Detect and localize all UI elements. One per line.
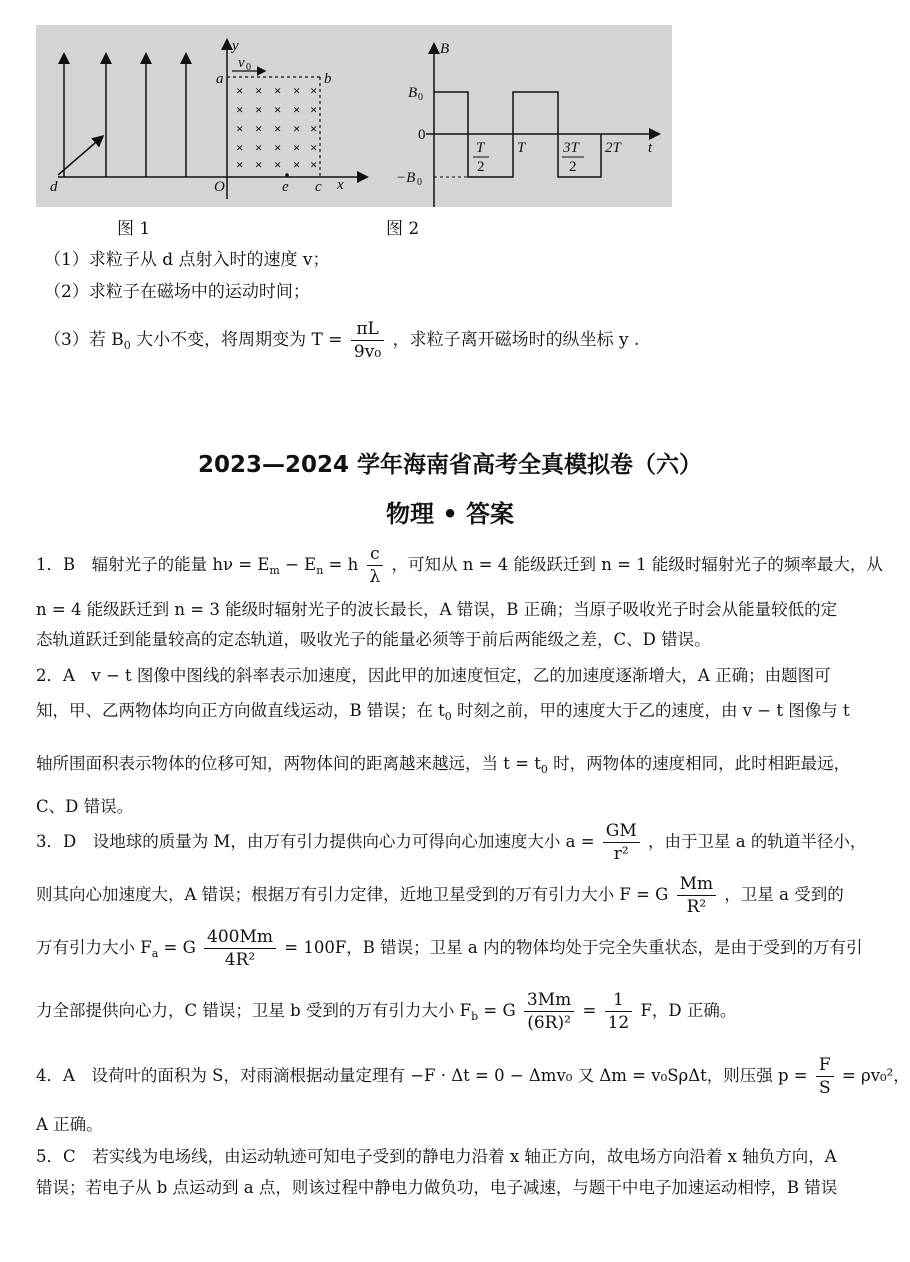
svg-text:×: × [293, 83, 301, 98]
svg-text:×: × [236, 157, 244, 172]
figure-1 [50, 38, 366, 199]
svg-text:×: × [236, 102, 244, 117]
fig2-T-over-2-den: 2 [477, 159, 485, 175]
svg-text:×: × [236, 140, 244, 155]
fig1-c-label: c [315, 179, 322, 195]
answer-3-line-3: 万有引力大小 $F_a = G$ $\frac{400Mm}{\text{4R²}}$ = 100F，B 错误；卫星 a 内的物体均处于完全失重状态，是由于受到的万有引 [36, 927, 863, 970]
svg-text:×: × [274, 121, 282, 136]
answer-1-line-1: 1．B 辐射光子的能量 $h\nu = E_m - E_n = h$ $\frac{c}{\lambda}$ ，可知从 n = 4 能级跃迁到 n = 1 能级时辐射光子的频率最大，从 [36, 544, 883, 587]
figure-2-caption: 图 2 [386, 219, 420, 239]
svg-text:0: 0 [418, 92, 423, 103]
page-title: 2023—2024 学年海南省高考全真模拟卷（六） [197, 452, 703, 478]
svg-text:×: × [274, 102, 282, 117]
svg-text:×: × [274, 83, 282, 98]
svg-text:×: × [293, 121, 301, 136]
fig1-d-label: d [50, 179, 58, 195]
answer-1-line-2: n = 4 能级跃迁到 n = 3 能级时辐射光子的波长最长，A 错误，B 正确；当原子吸收光子时会从能量较低的定 [36, 600, 838, 619]
svg-text:×: × [293, 157, 301, 172]
answer-2-line-3: 轴所围面积表示物体的位移可知，两物体间的距离越来越远，当 $t = t_0$ 时，两物体的速度相同，此时相距最远， [36, 754, 851, 776]
fig2-zero-label: 0 [418, 127, 426, 143]
page-subtitle: 物理 • 答案 [385, 500, 515, 528]
answer-3-line-1: 3．D 设地球的质量为 M，由万有引力提供向心力可得向心加速度大小 a = $\frac{GM}{\text{r²}}$ ，由于卫星 a 的轨道半径小， [36, 821, 867, 864]
fig2-negB0-label: −B [396, 170, 416, 186]
fig2-2T-label: 2T [605, 140, 621, 156]
answer-2-line-2: 知，甲、乙两物体均向正方向做直线运动，B 错误；在 $t_0$ 时刻之前，甲的速度大于乙的速度，由 v − t 图像与 t [36, 701, 850, 723]
fig2-T-over-2-num: T [476, 140, 485, 156]
svg-text:×: × [255, 83, 263, 98]
svg-text:×: × [255, 157, 263, 172]
svg-text:×: × [310, 83, 318, 98]
fig1-x-label: x [337, 177, 344, 193]
fig1-O-label: O [214, 179, 225, 195]
svg-text:×: × [310, 140, 318, 155]
figure-2 [396, 41, 658, 207]
answer-4-line-1: 4．A 设荷叶的面积为 S，对雨滴根据动量定理有 −F · Δt = 0 − Δmv₀ 又 Δm = v₀SρΔt，则压强 p = $\frac{F}{S}$ = ρv₀²， [36, 1055, 910, 1098]
fig2-3T-den: 2 [569, 159, 577, 175]
answer-2-line-1: 2．A v − t 图像中图线的斜率表示加速度，因此甲的加速度恒定，乙的加速度逐渐增大，A 正确；由题图可 [36, 666, 831, 685]
svg-text:×: × [255, 121, 263, 136]
question-3-fraction: $\frac{\pi L}{\text{9v₀}}$ [351, 318, 384, 363]
fig1-e-label: e [282, 179, 289, 195]
svg-text:×: × [274, 140, 282, 155]
svg-text:×: × [310, 157, 318, 172]
answer-3-line-4: 力全部提供向心力，C 错误；卫星 b 受到的万有引力大小 $F_b = G$ $\frac{3Mm}{\text{(6R)²}}$ = $\frac{1}{12}$ F，D 正确。 [36, 990, 737, 1033]
question-1: （1）求粒子从 d 点射入时的速度 v； [44, 250, 330, 270]
answer-5-line-2: 错误；若电子从 b 点运动到 a 点，则该过程中静电力做负功，电子减速，与题干中电子加速运动相悖，B 错误 [36, 1178, 838, 1197]
svg-text:×: × [293, 140, 301, 155]
fig2-3T-num: 3T [563, 140, 579, 156]
answer-3-line-2: 则其向心加速度大，A 错误；根据万有引力定律，近地卫星受到的万有引力大小 F = G $\frac{Mm}{\text{R²}}$ ，卫星 a 受到的 [36, 874, 844, 917]
svg-text:×: × [310, 102, 318, 117]
svg-text:×: × [236, 83, 244, 98]
fig2-T-label: T [517, 140, 526, 156]
svg-text:×: × [310, 121, 318, 136]
svg-text:×: × [236, 121, 244, 136]
figures-svg [36, 25, 672, 207]
svg-text:×: × [274, 157, 282, 172]
fig1-y-label: y [232, 38, 239, 54]
fig2-B-label: B [440, 41, 450, 57]
svg-text:0: 0 [417, 177, 422, 188]
answer-1-fraction: $\frac{c}{\lambda}$ [367, 543, 384, 588]
fig1-v0-label: v [238, 55, 245, 71]
answer-4-line-2: A 正确。 [36, 1115, 103, 1134]
svg-text:×: × [293, 102, 301, 117]
fig1-b-label: b [324, 71, 332, 87]
answer-2-line-4: C、D 错误。 [36, 797, 134, 816]
question-3: （3）若 $B_0$ 大小不变，将周期变为 T = $\frac{\pi L}{\text{9v₀}}$ ，求粒子离开磁场时的纵坐标 y . [44, 319, 640, 362]
svg-text:×: × [255, 140, 263, 155]
figure-1-caption: 图 1 [117, 219, 151, 239]
fig2-t-label: t [648, 140, 653, 156]
question-2: （2）求粒子在磁场中的运动时间； [44, 282, 310, 302]
figure-panel [36, 25, 672, 207]
svg-text:0: 0 [246, 62, 251, 73]
answer-1-line-3: 态轨道跃迁到能量较高的定态轨道，吸收光子的能量必须等于前后两能级之差，C、D 错误。 [36, 630, 711, 649]
fig1-a-label: a [216, 71, 224, 87]
answer-5-line-1: 5．C 若实线为电场线，由运动轨迹可知电子受到的静电力沿着 x 轴正方向，故电场方向沿着 x 轴负方向，A [36, 1147, 837, 1166]
fig2-B0-label: B [408, 85, 418, 101]
svg-text:×: × [255, 102, 263, 117]
